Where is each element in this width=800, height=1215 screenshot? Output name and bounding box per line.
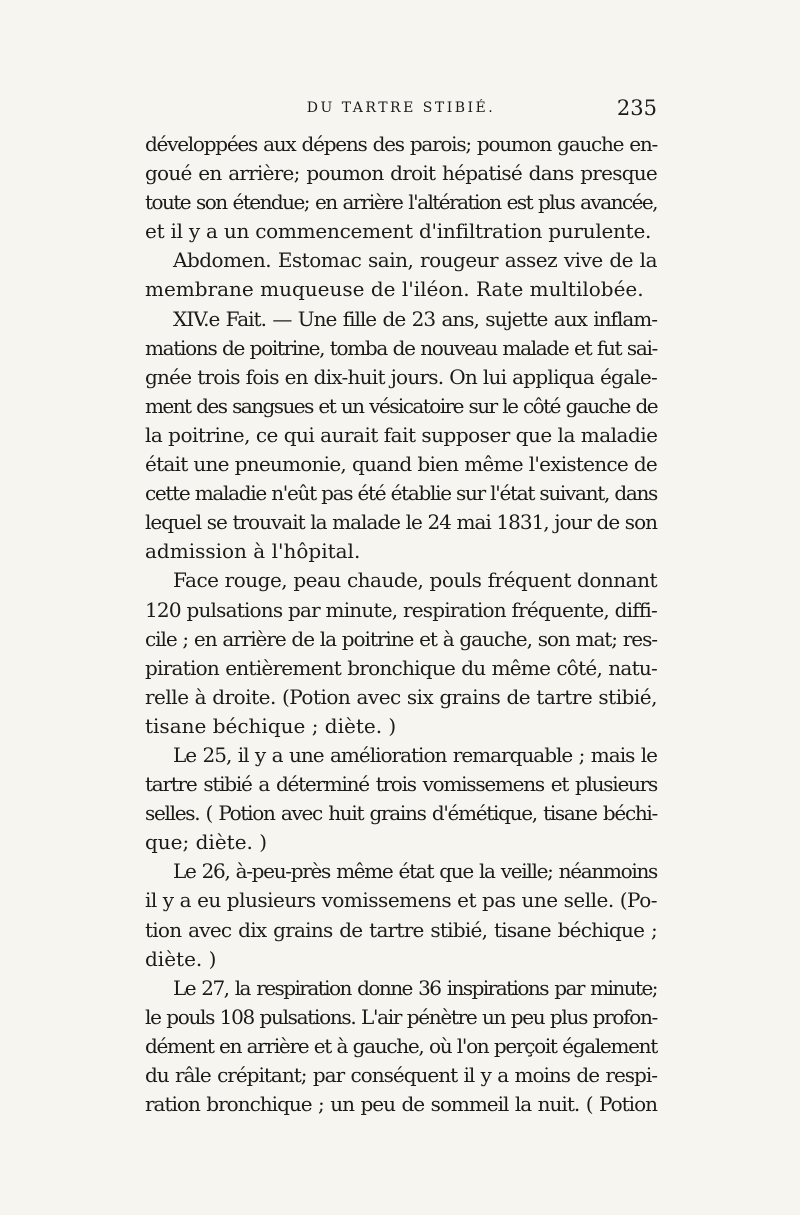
text-line: mations de poitrine, tomba de nouveau malade et fut sai- [145, 335, 657, 360]
text-line: diète. ) [145, 946, 217, 971]
page-header [145, 96, 657, 128]
text-line: goué en arrière; poumon droit hépatisé dans presque [145, 161, 657, 186]
text-line: lequel se trouvait la malade le 24 mai 1831, jour de son [145, 510, 657, 535]
text-line: gnée trois fois en dix-huit jours. On lui appliqua égale- [145, 364, 657, 389]
running-title: DU TARTRE STIBIÉ. [306, 100, 496, 116]
text-line: piration entièrement bronchique du même côté, natu- [145, 655, 657, 680]
text-line: tisane béchique ; diète. ) [145, 713, 397, 738]
page-number: 235 [616, 96, 657, 120]
text-line: développées aux dépens des parois; poumon gauche en- [145, 132, 657, 156]
text-line: tion avec dix grains de tartre stibié, tisane béchique ; [145, 917, 657, 942]
text-line: la poitrine, ce qui aurait fait supposer que la maladie [145, 422, 658, 447]
text-line: cette maladie n'eût pas été établie sur l'état suivant, dans [145, 481, 657, 506]
text-line: Le 25, il y a une amélioration remarquable ; mais le [173, 742, 657, 767]
text-line: relle à droite. (Potion avec six grains de tartre stibié, [145, 684, 657, 709]
text-line: 120 pulsations par minute, respiration fréquente, diffi- [145, 597, 657, 622]
text-line: Face rouge, peau chaude, pouls fréquent donnant [173, 568, 657, 593]
text-line: cile ; en arrière de la poitrine et à gauche, son mat; res- [145, 626, 657, 651]
text-line: membrane muqueuse de l'iléon. Rate multilobée. [145, 277, 644, 302]
text-line: XIV.e Fait. — Une fille de 23 ans, sujette aux inflam- [173, 306, 657, 331]
text-line: toute son étendue; en arrière l'altération est plus avancée, [145, 190, 657, 215]
text-line: ration bronchique ; un peu de sommeil la nuit. ( Potion [145, 1092, 657, 1117]
text-line: il y a eu plusieurs vomissemens et pas une selle. (Po- [145, 888, 657, 913]
body-text [145, 130, 657, 1119]
text-line: le pouls 108 pulsations. L'air pénètre un peu plus profon- [145, 1004, 657, 1029]
text-line: tartre stibié a déterminé trois vomissemens et plusieurs [145, 772, 657, 797]
text-line: et il y a un commencement d'infiltration purulente. [145, 219, 652, 244]
text-line: selles. ( Potion avec huit grains d'émétique, tisane béchi- [145, 801, 657, 826]
text-line: Le 27, la respiration donne 36 inspirations par minute; [173, 975, 657, 1000]
text-line: que; diète. ) [145, 830, 268, 855]
text-line: ment des sangsues et un vésicatoire sur le côté gauche de [145, 393, 657, 418]
text-line: dément en arrière et à gauche, où l'on perçoit également [145, 1033, 657, 1058]
text-line: Abdomen. Estomac sain, rougeur assez vive de la [173, 248, 657, 273]
text-line: du râle crépitant; par conséquent il y a moins de respi- [145, 1063, 657, 1087]
text-line: admission à l'hôpital. [145, 539, 361, 564]
text-line: Le 26, à-peu-près même état que la veille; néanmoins [173, 859, 657, 884]
text-line: était une pneumonie, quand bien même l'existence de [145, 452, 657, 477]
